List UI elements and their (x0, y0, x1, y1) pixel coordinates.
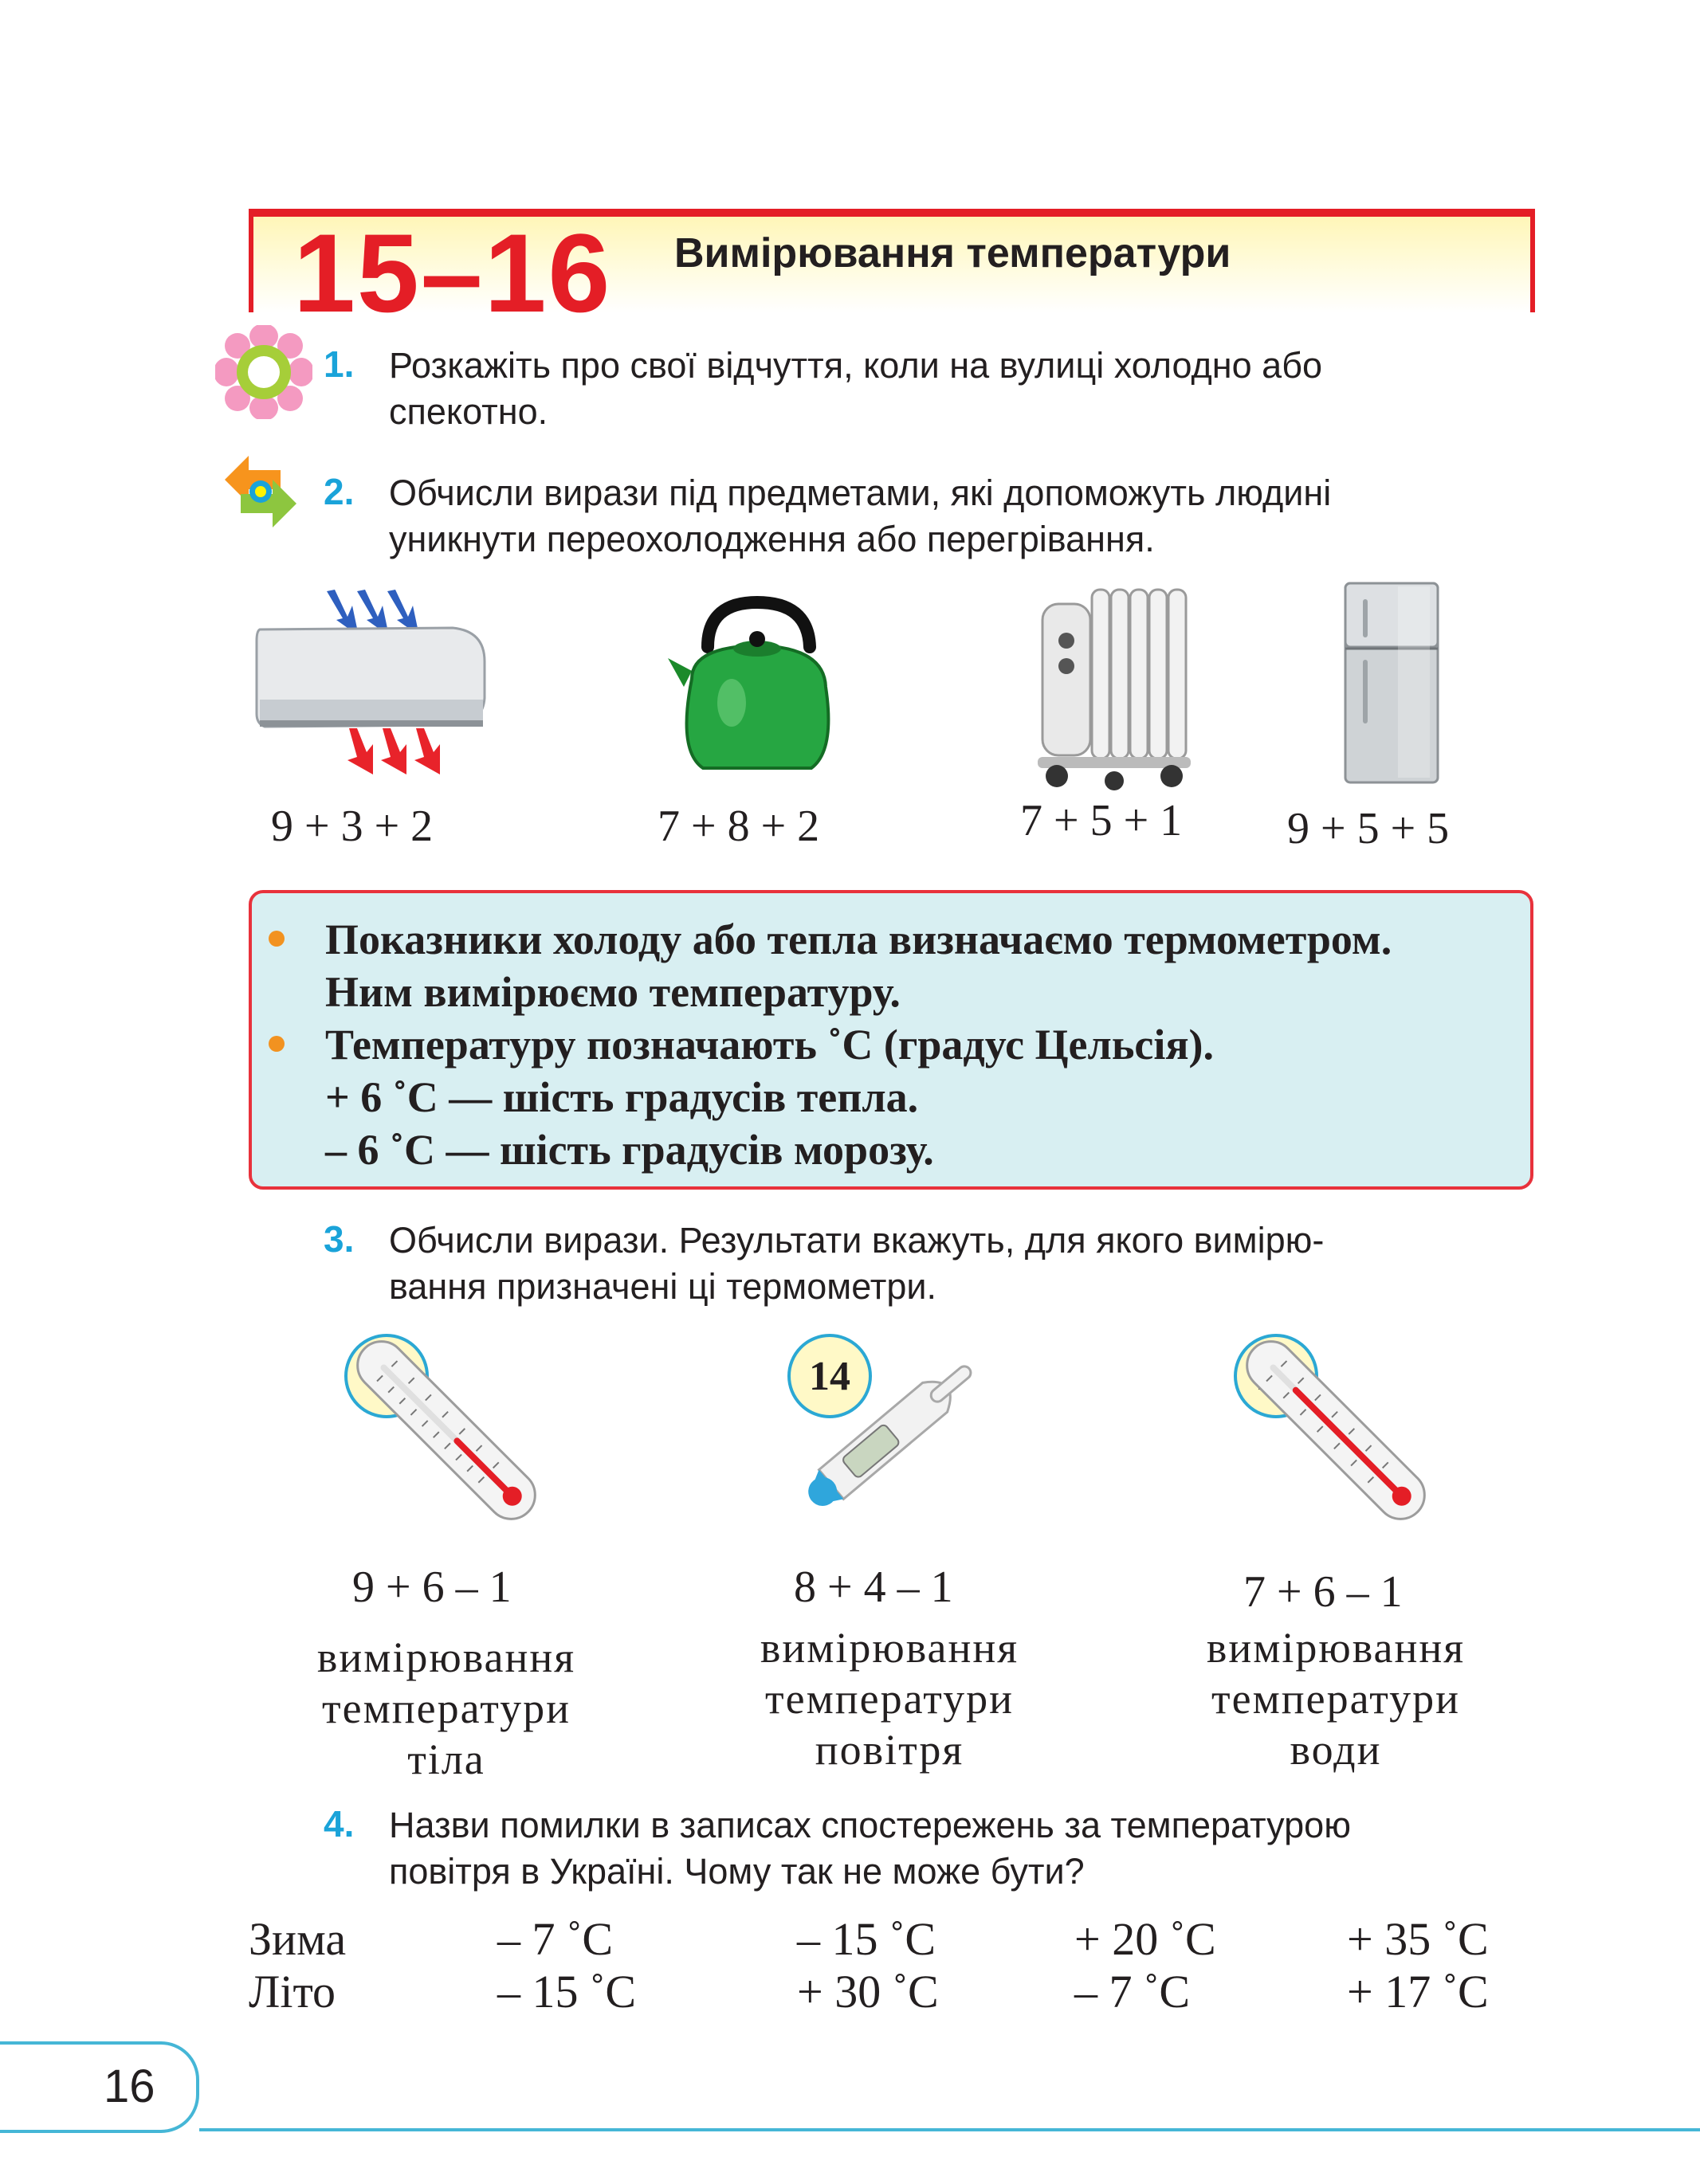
caption-thermometer-2-line-2: температури (765, 1675, 1014, 1723)
task-3-number: 3. (324, 1218, 355, 1260)
wall-thermometer-icon (343, 1323, 550, 1538)
expression-item-4: 9 + 5 + 5 (1287, 804, 1450, 853)
task-4-line-1: Назви помилки в записах спостережень за температурою (389, 1805, 1351, 1845)
expression-thermometer-3: 7 + 6 – 1 (1243, 1567, 1403, 1617)
bullet-dot (269, 1036, 285, 1052)
air-conditioner-icon (253, 588, 489, 779)
task-1-line-2: спекотно. (389, 391, 548, 432)
summer-value: – 7 ˚С (1074, 1966, 1190, 2017)
caption-thermometer-3-line-2: температури (1211, 1675, 1460, 1723)
summer-value: + 17 ˚С (1347, 1966, 1489, 2017)
discussion-flower-icon (215, 325, 312, 419)
expression-item-2: 7 + 8 + 2 (658, 802, 820, 851)
caption-thermometer-3-line-3: води (1290, 1726, 1382, 1774)
task-4-number: 4. (324, 1803, 355, 1845)
rule-line-1: Показники холоду або тепла визначаємо термометром. (325, 916, 1392, 963)
winter-value: + 20 ˚С (1074, 1913, 1216, 1965)
expression-item-3: 7 + 5 + 1 (1020, 796, 1183, 845)
digital-thermometer-icon (789, 1339, 993, 1530)
footer-rule (199, 2128, 1700, 2131)
refrigerator-icon (1342, 582, 1441, 786)
oil-heater-icon (1036, 583, 1192, 794)
task-1-number: 1. (324, 343, 355, 385)
calculation-arrows-icon (217, 448, 304, 535)
summer-value: – 15 ˚С (497, 1966, 636, 2017)
caption-thermometer-3-line-1: вимірювання (1206, 1624, 1466, 1672)
winter-value: – 15 ˚С (797, 1913, 936, 1965)
caption-thermometer-2-line-3: повітря (815, 1726, 964, 1774)
expression-thermometer-1: 9 + 6 – 1 (352, 1563, 512, 1612)
caption-thermometer-1-line-1: вимірювання (316, 1633, 576, 1681)
summer-value: + 30 ˚С (797, 1966, 939, 2017)
winter-value: + 35 ˚С (1347, 1913, 1489, 1965)
summer-label: Літо (249, 1966, 336, 2017)
task-4-line-2: повітря в Україні. Чому так не може бути? (389, 1851, 1085, 1892)
lesson-title: Вимірювання температури (674, 230, 1231, 276)
caption-thermometer-2-line-1: вимірювання (760, 1624, 1019, 1672)
rule-line-4: + 6 ˚С — шість градусів тепла. (325, 1073, 919, 1121)
lesson-number: 15–16 (293, 210, 612, 335)
winter-value: – 7 ˚С (497, 1913, 613, 1965)
rule-line-3: Температуру позначають ˚С (градус Цельсія). (325, 1021, 1215, 1068)
task-3-line-2: вання призначені ці термометри. (389, 1266, 937, 1307)
page-number: 16 (104, 2060, 155, 2112)
answer-badge: 14 (787, 1334, 872, 1418)
task-2-line-1: Обчисли вирази під предметами, які допоможуть людині (389, 472, 1332, 513)
winter-label: Зима (249, 1913, 347, 1965)
task-2-number: 2. (324, 471, 355, 512)
water-thermometer-icon (1232, 1323, 1439, 1538)
expression-item-1: 9 + 3 + 2 (271, 802, 434, 851)
bullet-dot (269, 931, 285, 947)
caption-thermometer-1-line-2: температури (322, 1684, 571, 1732)
page-number-tab (0, 2041, 199, 2133)
task-1-line-1: Розкажіть про свої відчуття, коли на вулиці холодно або (389, 345, 1323, 386)
rule-line-2: Ним вимірюємо температуру. (325, 968, 901, 1016)
task-3-line-1: Обчисли вирази. Результати вкажуть, для якого вимірю- (389, 1220, 1325, 1261)
rule-line-5: – 6 ˚С — шість градусів морозу. (325, 1126, 934, 1174)
expression-thermometer-2: 8 + 4 – 1 (794, 1563, 953, 1612)
kettle-icon (668, 591, 845, 776)
task-2-line-2: уникнути переохолодження або перегрівання. (389, 519, 1155, 559)
caption-thermometer-1-line-3: тіла (407, 1735, 485, 1783)
